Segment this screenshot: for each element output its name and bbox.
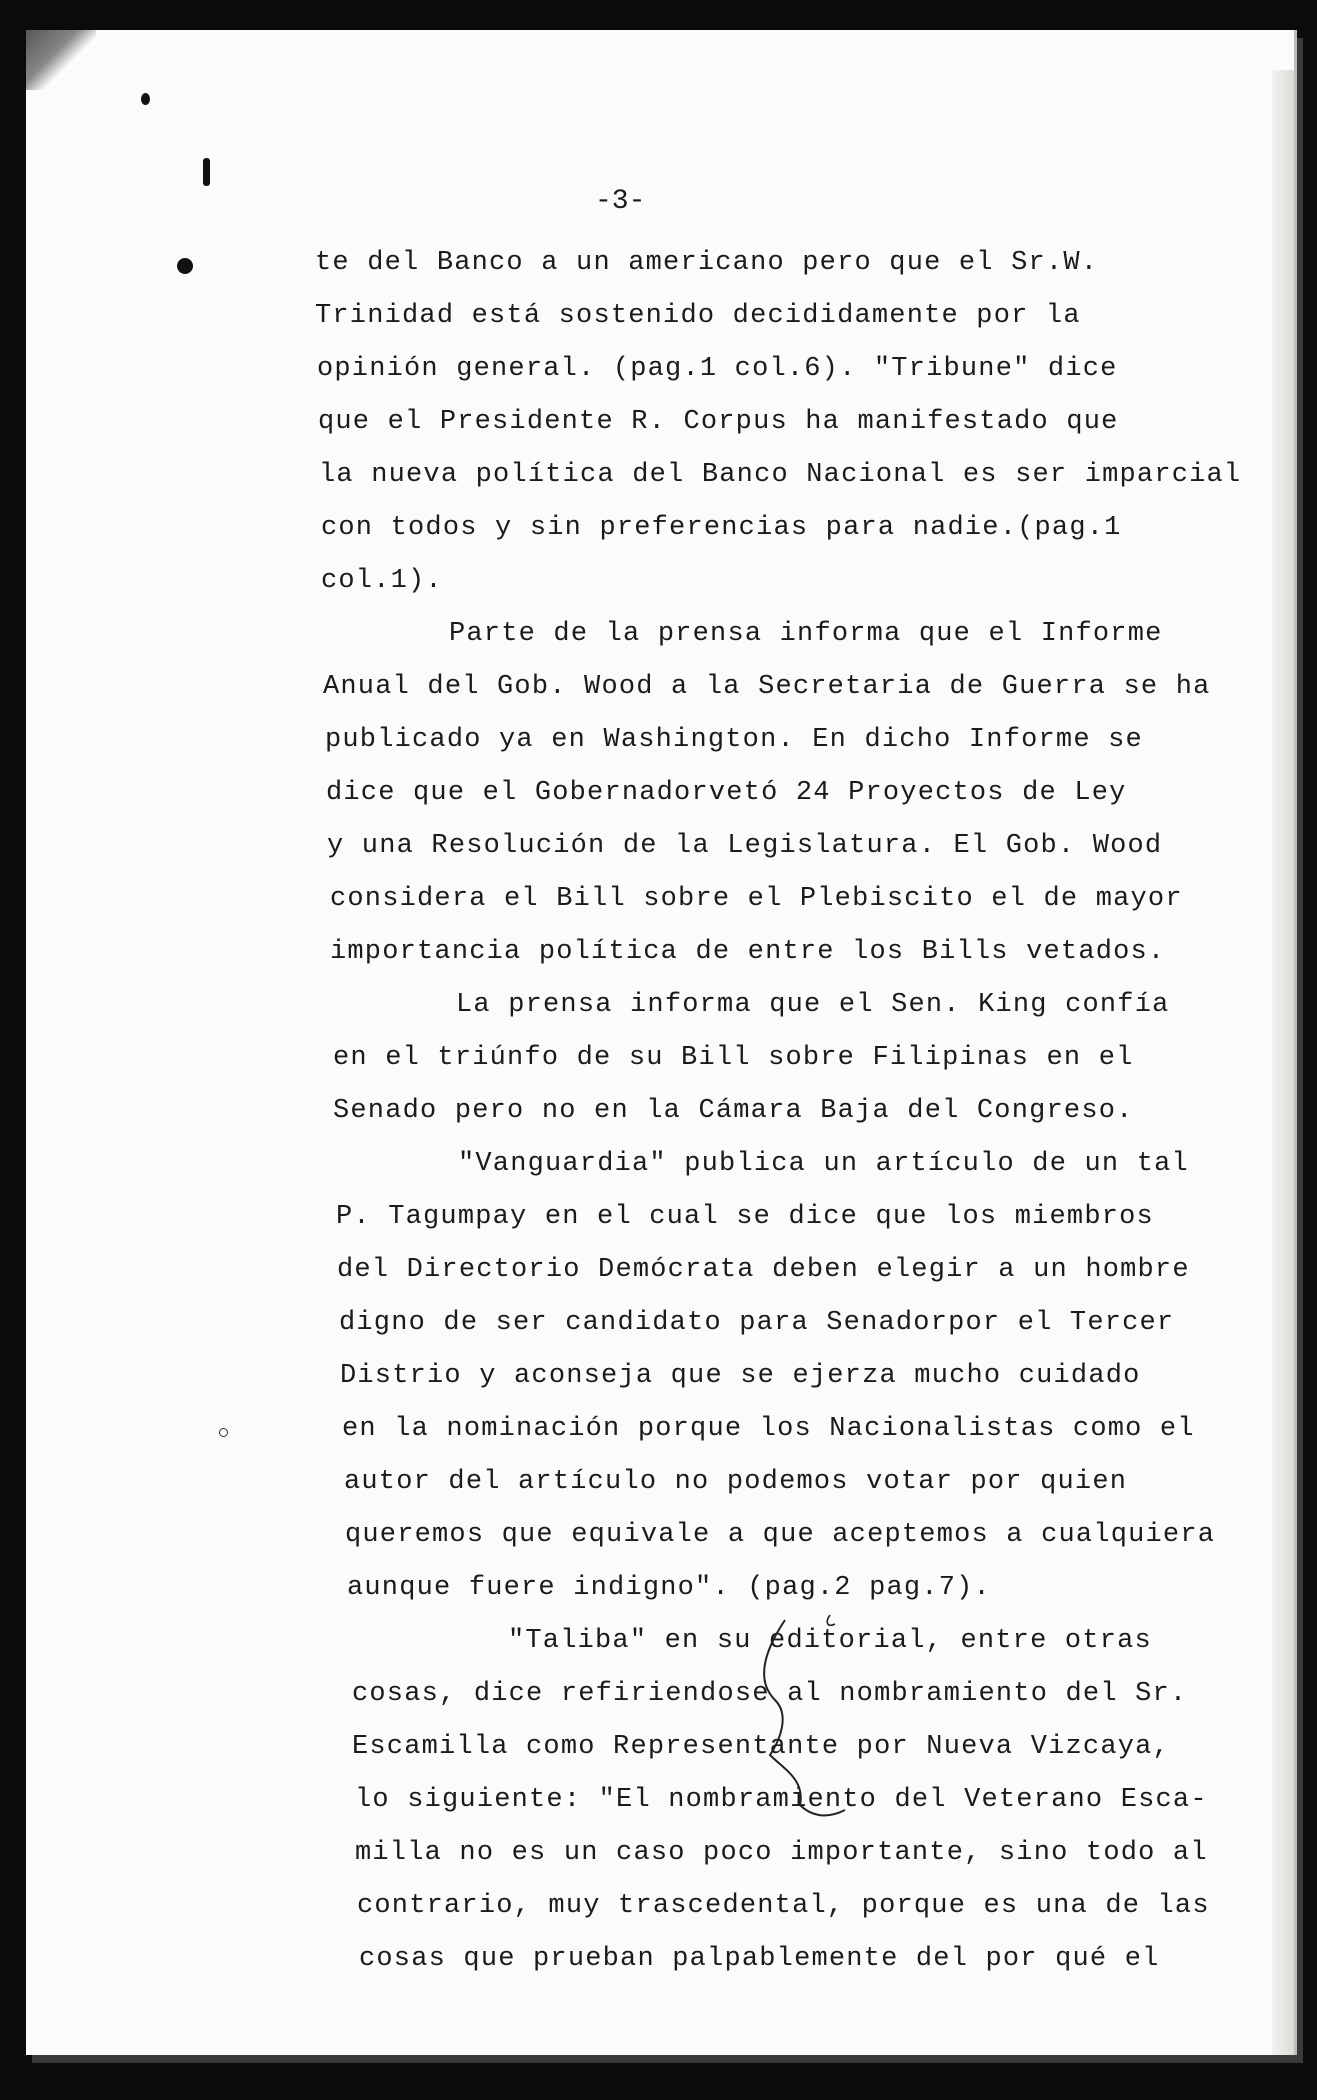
text-line: aunque fuere indigno". (pag.2 pag.7). — [347, 1573, 991, 1603]
text-line: Parte de la prensa informa que el Informe — [449, 619, 1163, 649]
text-line: milla no es un caso poco importante, sino todo al — [355, 1838, 1208, 1868]
text-line: queremos que equivale a que aceptemos a cualquiera — [345, 1520, 1216, 1550]
text-line: en la nominación porque los Nacionalistas como el — [342, 1414, 1195, 1444]
handwritten-correction-mark — [745, 1610, 855, 1830]
text-line: opinión general. (pag.1 col.6). "Tribune" dice — [317, 354, 1118, 384]
text-line: la nueva política del Banco Nacional es ser imparcial — [319, 460, 1242, 490]
text-line: Distrio y aconseja que se ejerza mucho cuidado — [340, 1361, 1141, 1391]
text-line: Escamilla como Representante por Nueva Vizcaya, — [352, 1732, 1170, 1762]
text-line: lo siguiente: "El nombramiento del Veterano Esca- — [355, 1785, 1208, 1815]
text-line: P. Tagumpay en el cual se dice que los miembros — [336, 1202, 1154, 1232]
text-line: cosas que prueban palpablemente del por qué el — [359, 1944, 1160, 1974]
text-line: que el Presidente R. Corpus ha manifestado que — [318, 407, 1119, 437]
text-line: y una Resolución de la Legislatura. El Gob. Wood — [327, 831, 1163, 861]
page-number: -3- — [595, 186, 646, 217]
text-line: en el triúnfo de su Bill sobre Filipinas en el — [333, 1043, 1134, 1073]
text-line: col.1). — [321, 566, 443, 596]
text-line: Anual del Gob. Wood a la Secretaria de Guerra se ha — [323, 672, 1211, 702]
text-line: "Taliba" en su editorial, entre otras — [508, 1626, 1152, 1656]
text-line: Trinidad está sostenido decididamente por la — [315, 301, 1081, 331]
text-line: Senado pero no en la Cámara Baja del Congreso. — [333, 1096, 1134, 1126]
text-line: con todos y sin preferencias para nadie.(pag.1 — [321, 513, 1122, 543]
text-line: publicado ya en Washington. En dicho Informe se — [325, 725, 1143, 755]
text-line: cosas, dice refiriendose al nombramiento del Sr. — [352, 1679, 1188, 1709]
text-line: La prensa informa que el Sen. King confía — [456, 990, 1170, 1020]
text-line: importancia política de entre los Bills vetados. — [330, 937, 1166, 967]
text-line: del Directorio Demócrata deben elegir a un hombre — [337, 1255, 1190, 1285]
text-line: te del Banco a un americano pero que el Sr.W. — [315, 248, 1099, 278]
text-line: dice que el Gobernadorvetó 24 Proyectos de Ley — [326, 778, 1127, 808]
text-line: contrario, muy trascedental, porque es una de las — [357, 1891, 1210, 1921]
text-line: considera el Bill sobre el Plebiscito el de mayor — [330, 884, 1183, 914]
text-line: autor del artículo no podemos votar por quien — [344, 1467, 1128, 1497]
text-line: "Vanguardia" publica un artículo de un tal — [458, 1149, 1189, 1179]
text-line: digno de ser candidato para Senadorpor el Tercer — [339, 1308, 1175, 1338]
